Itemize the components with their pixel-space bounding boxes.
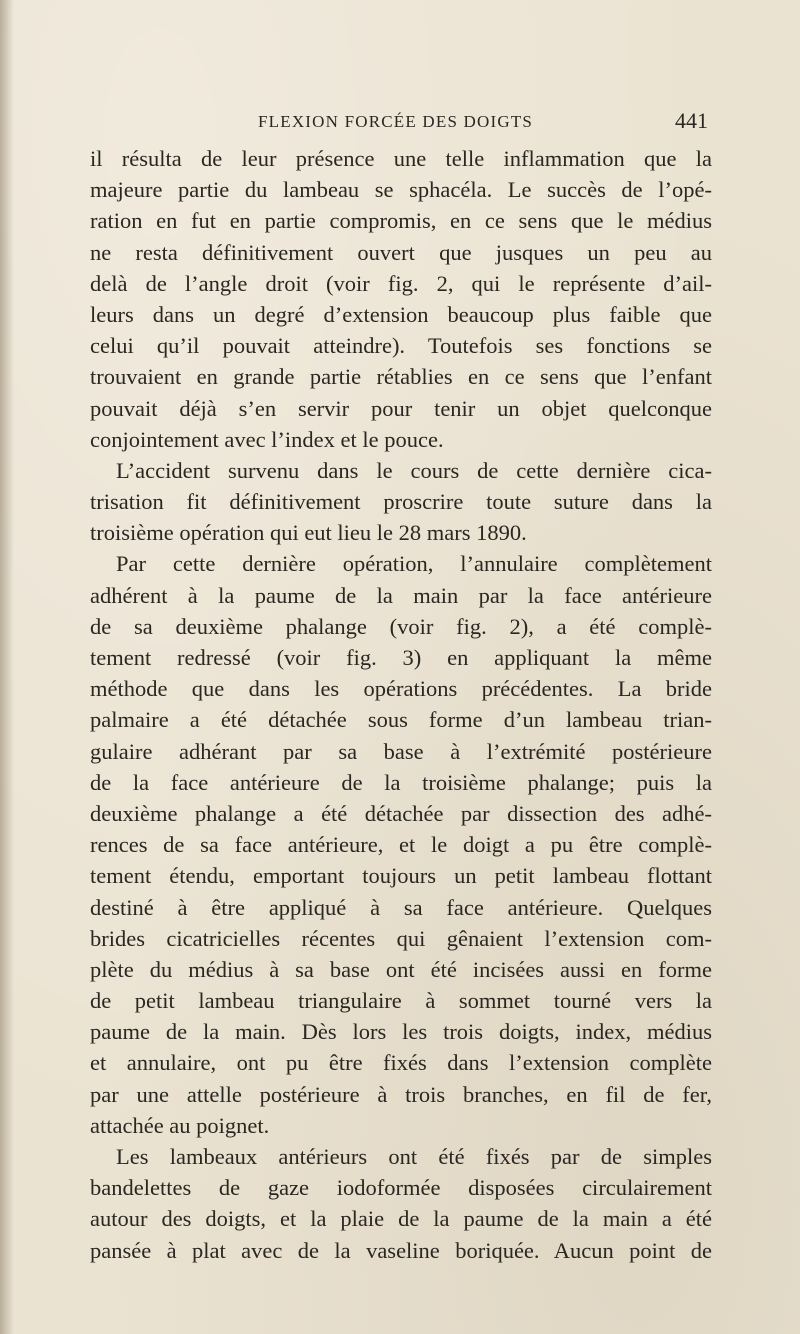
- text-line: celui qu’il pouvait atteindre). Toutefois ses fonctions se: [90, 333, 712, 359]
- text-line: méthode que dans les opérations précédentes. La bride: [90, 676, 712, 702]
- text-line: ne resta définitivement ouvert que jusques un peu au: [90, 239, 712, 265]
- text-line: bandelettes de gaze iodoformée disposées circulairement: [90, 1175, 712, 1201]
- text-line: de la face antérieure de la troisième phalange; puis la: [90, 769, 712, 795]
- paragraph-start-line: Par cette dernière opération, l’annulaire complètement: [116, 551, 712, 577]
- text-line: attachée au poignet.: [90, 1112, 270, 1138]
- running-title: FLEXION FORCÉE DES DOIGTS: [258, 112, 534, 131]
- text-line: paume de la main. Dès lors les trois doigts, index, médius: [90, 1019, 712, 1045]
- text-line: majeure partie du lambeau se sphacéla. Le succès de l’opé-: [90, 177, 712, 203]
- text-line: de sa deuxième phalange (voir fig. 2), a été complè-: [90, 613, 712, 639]
- text-line: conjointement avec l’index et le pouce.: [90, 426, 444, 452]
- text-line: tement étendu, emportant toujours un petit lambeau flottant: [90, 863, 712, 889]
- text-line: par une attelle postérieure à trois branches, en fil de fer,: [90, 1081, 712, 1107]
- text-line: destiné à être appliqué à sa face antérieure. Quelques: [90, 894, 712, 920]
- body-text: [90, 143, 712, 1263]
- paragraph-start-line: L’accident survenu dans le cours de cette dernière cica-: [116, 457, 712, 483]
- text-line: ration en fut en partie compromis, en ce sens que le médius: [90, 208, 712, 234]
- text-line: pansée à plat avec de la vaseline boriquée. Aucun point de: [90, 1237, 712, 1263]
- text-line: il résulta de leur présence une telle inflammation que la: [90, 146, 712, 171]
- text-line: gulaire adhérant par sa base à l’extrémité postérieure: [90, 738, 712, 764]
- text-line: adhérent à la paume de la main par la face antérieure: [90, 582, 712, 608]
- text-line: brides cicatricielles récentes qui gênaient l’extension com-: [90, 925, 712, 951]
- page-number: 441: [675, 108, 708, 133]
- text-line: delà de l’angle droit (voir fig. 2, qui le représente d’ail-: [90, 270, 712, 296]
- page-header: [90, 108, 712, 138]
- text-line: trisation fit définitivement proscrire toute suture dans la: [90, 489, 712, 515]
- text-line: et annulaire, ont pu être fixés dans l’extension complète: [90, 1050, 712, 1076]
- paragraph-start-line: Les lambeaux antérieurs ont été fixés par de simples: [116, 1144, 712, 1169]
- text-line: troisième opération qui eut lieu le 28 mars 1890.: [90, 520, 527, 546]
- text-line: pouvait déjà s’en servir pour tenir un objet quelconque: [90, 395, 712, 421]
- text-line: autour des doigts, et la plaie de la paume de la main a été: [90, 1206, 712, 1232]
- text-line: plète du médius à sa base ont été incisées aussi en forme: [90, 956, 712, 982]
- text-line: trouvaient en grande partie rétablies en ce sens que l’enfant: [90, 364, 712, 390]
- text-line: palmaire a été détachée sous forme d’un lambeau trian-: [90, 707, 712, 733]
- text-line: rences de sa face antérieure, et le doigt a pu être complè-: [90, 832, 712, 858]
- text-line: de petit lambeau triangulaire à sommet tourné vers la: [90, 988, 712, 1014]
- text-line: tement redressé (voir fig. 3) en appliquant la même: [90, 645, 712, 670]
- text-line: leurs dans un degré d’extension beaucoup plus faible que: [90, 301, 712, 327]
- text-line: deuxième phalange a été détachée par dissection des adhé-: [90, 800, 712, 826]
- page-gutter-shadow: [0, 0, 14, 1334]
